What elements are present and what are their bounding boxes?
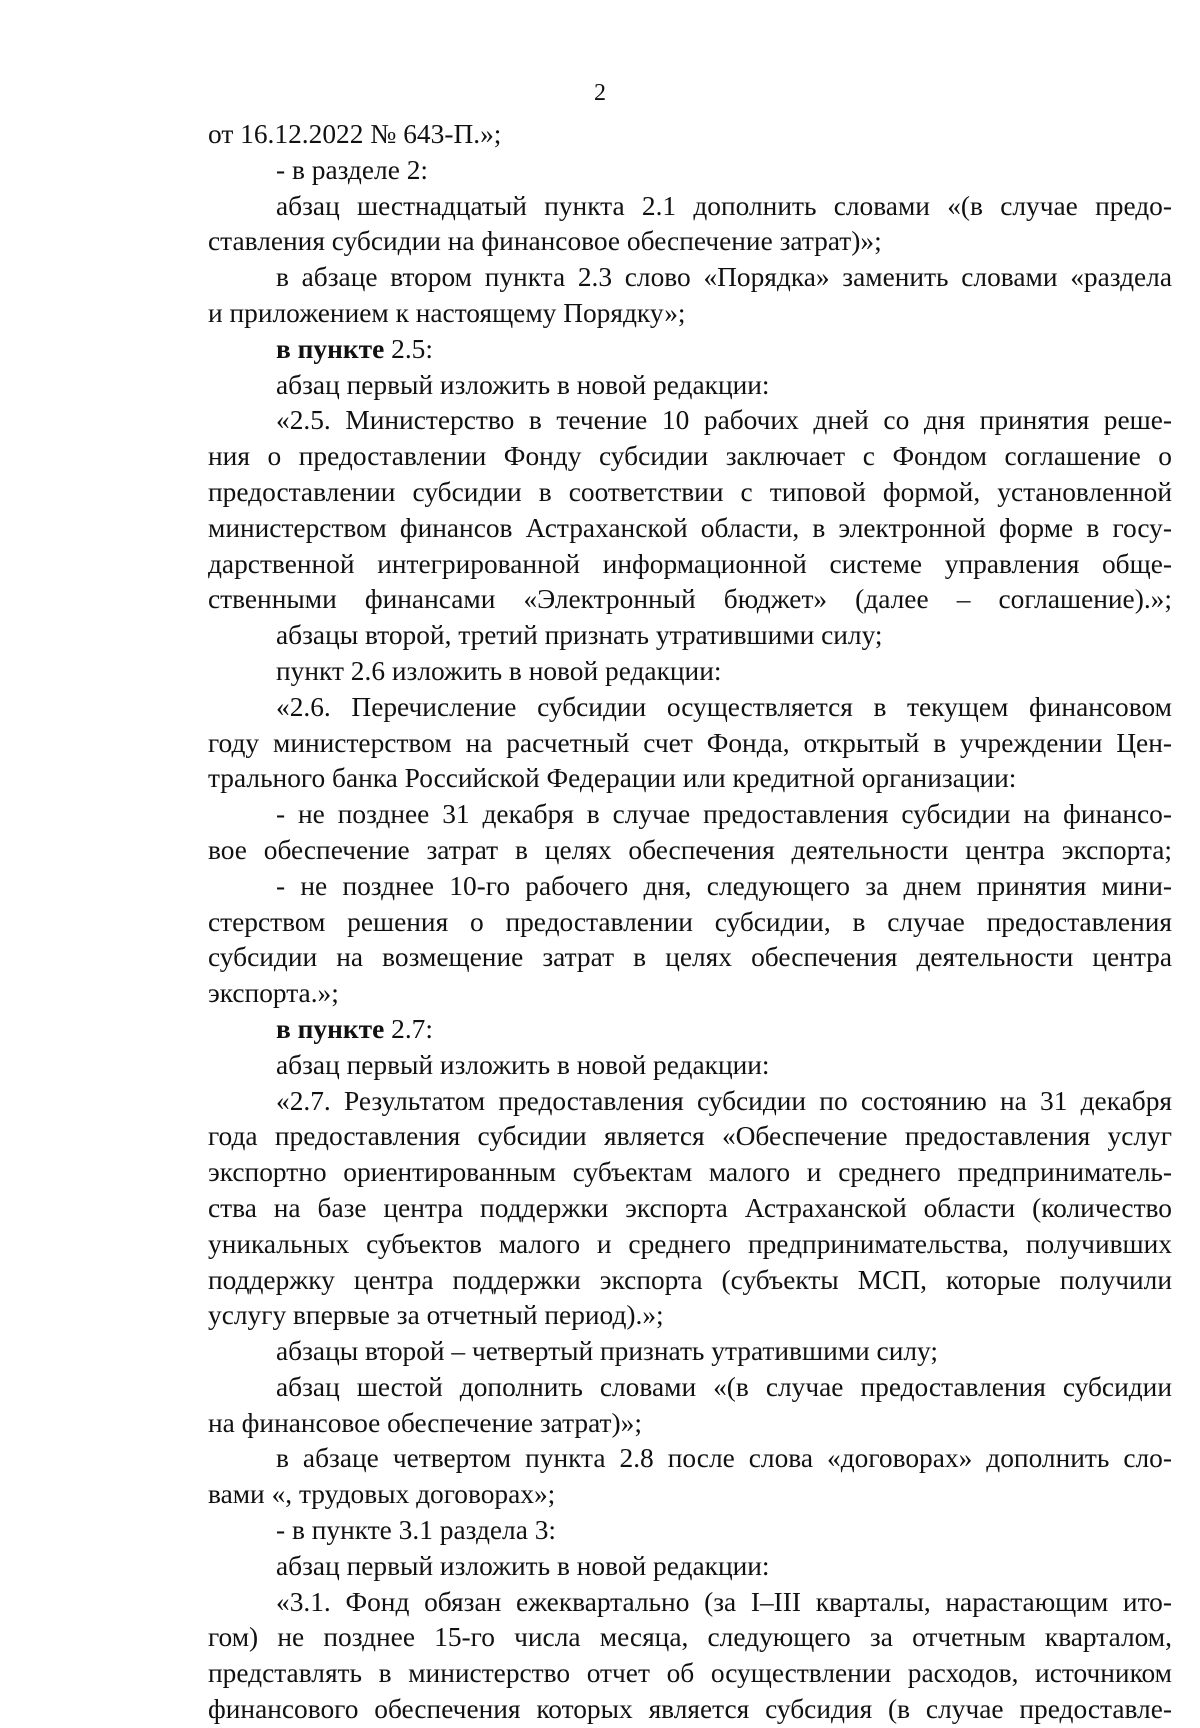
line-text: «2.6. Перечисление субсидии осуществляется в текущем финансовом — [276, 691, 1172, 722]
line-text: абзац шестой дополнить словами «(в случае предоставления субсидии — [276, 1371, 1172, 1402]
line-text: году министерством на расчетный счет Фонда, открытый в учреждении Цен- — [208, 727, 1172, 758]
text-line — [208, 1441, 1172, 1477]
line-text: абзацы второй – четвертый признать утратившими силу; — [276, 1336, 938, 1367]
text-line — [208, 1656, 1172, 1692]
text-line — [208, 1549, 1172, 1585]
text-line — [208, 296, 1172, 332]
line-text: экспортно ориентированным субъектам малого и среднего предприниматель- — [208, 1157, 1172, 1188]
text-line — [208, 511, 1172, 547]
text-line — [208, 797, 1172, 833]
line-text: министерством финансов Астраханской области, в электронной форме в госу- — [208, 512, 1172, 543]
text-line — [208, 1263, 1172, 1299]
line-text: предоставлении субсидии в соответствии с типовой формой, установленной — [208, 476, 1172, 507]
text-line — [208, 224, 1172, 260]
line-text: дарственной интегрированной информационной системе управления обще- — [208, 548, 1172, 579]
line-text: - не позднее 10-го рабочего дня, следующего за днем принятия мини- — [276, 870, 1172, 901]
text-line — [208, 547, 1172, 583]
text-line — [208, 1334, 1172, 1370]
text-line — [208, 1585, 1172, 1621]
line-text: абзац первый изложить в новой редакции: — [276, 1550, 770, 1581]
text-line — [208, 1227, 1172, 1263]
line-text: ственными финансами «Электронный бюджет» (далее – соглашение).»; — [208, 584, 1172, 615]
text-line — [208, 439, 1172, 475]
line-text: абзац шестнадцатый пункта 2.1 дополнить словами «(в случае предо- — [276, 190, 1172, 221]
text-line — [208, 940, 1172, 976]
page-number: 2 — [594, 80, 606, 106]
line-text: в абзаце четвертом пункта 2.8 после слова «договорах» дополнить сло- — [276, 1443, 1172, 1474]
line-text: «2.7. Результатом предоставления субсидии по состоянию на 31 декабря — [276, 1085, 1172, 1116]
line-text: абзацы второй, третий признать утратившими силу; — [276, 620, 883, 651]
text-line — [208, 368, 1172, 404]
line-text: гом) не позднее 15-го числа месяца, следующего за отчетным кварталом, — [208, 1622, 1172, 1653]
line-text: - не позднее 31 декабря в случае предоставления субсидии на финансо- — [276, 799, 1172, 830]
text-line — [208, 1370, 1172, 1406]
bold-prefix: в пункте — [276, 1013, 392, 1044]
line-text: «2.5. Министерство в течение 10 рабочих дней со дня принятия реше- — [276, 405, 1172, 436]
document-body — [208, 117, 1172, 1728]
line-text: ства на базе центра поддержки экспорта Астраханской области (количество — [208, 1192, 1172, 1223]
text-line — [208, 618, 1172, 654]
text-line — [208, 1012, 1172, 1048]
line-text: - в пункте 3.1 раздела 3: — [276, 1515, 557, 1546]
text-line — [208, 1513, 1172, 1549]
text-line — [208, 332, 1172, 368]
line-text: и приложением к настоящему Порядку»; — [208, 297, 686, 328]
line-text: на финансовое обеспечение затрат)»; — [208, 1407, 642, 1438]
text-line — [208, 1191, 1172, 1227]
line-text: стерством решения о предоставлении субсидии, в случае предоставления — [208, 906, 1172, 937]
line-text: года предоставления субсидии является «Обеспечение предоставления услуг — [208, 1121, 1172, 1152]
text-line — [208, 869, 1172, 905]
text-line — [208, 117, 1172, 153]
line-text: - в разделе 2: — [276, 154, 428, 185]
text-line — [208, 260, 1172, 296]
line-text: в абзаце втором пункта 2.3 слово «Порядка» заменить словами «раздела — [276, 262, 1172, 293]
text-line — [208, 153, 1172, 189]
line-text: 2.7: — [391, 1013, 433, 1044]
text-line — [208, 189, 1172, 225]
line-text: «3.1. Фонд обязан ежеквартально (за I–III кварталы, нарастающим ито- — [276, 1586, 1172, 1617]
text-line — [208, 1477, 1172, 1513]
text-line — [208, 654, 1172, 690]
text-line — [208, 1692, 1172, 1728]
text-line — [208, 690, 1172, 726]
text-line — [208, 1620, 1172, 1656]
line-text: финансового обеспечения которых является субсидия (в случае предоставле- — [208, 1694, 1172, 1725]
text-line — [208, 976, 1172, 1012]
text-line — [208, 833, 1172, 869]
text-line — [208, 761, 1172, 797]
text-line — [208, 1119, 1172, 1155]
line-text: экспорта.»; — [208, 978, 339, 1009]
line-text: трального банка Российской Федерации или кредитной организации: — [208, 763, 1017, 794]
text-line — [208, 1298, 1172, 1334]
line-text: представлять в министерство отчет об осуществлении расходов, источником — [208, 1658, 1172, 1689]
text-line — [208, 403, 1172, 439]
line-text: вое обеспечение затрат в целях обеспечения деятельности центра экспорта; — [208, 834, 1172, 865]
line-text: ния о предоставлении Фонду субсидии заключает с Фондом соглашение о — [208, 441, 1172, 472]
line-text: поддержку центра поддержки экспорта (субъекты МСП, которые получили — [208, 1264, 1172, 1295]
line-text: вами «, трудовых договорах»; — [208, 1479, 556, 1510]
line-text: ставления субсидии на финансовое обеспечение затрат)»; — [208, 226, 882, 257]
line-text: абзац первый изложить в новой редакции: — [276, 369, 770, 400]
line-text: от 16.12.2022 № 643-П.»; — [208, 119, 502, 149]
text-line — [208, 1048, 1172, 1084]
text-line — [208, 582, 1172, 618]
text-line — [208, 1406, 1172, 1442]
text-line — [208, 1084, 1172, 1120]
text-line — [208, 475, 1172, 511]
text-line — [208, 1155, 1172, 1191]
text-line — [208, 905, 1172, 941]
line-text: пункт 2.6 изложить в новой редакции: — [276, 655, 722, 686]
line-text: 2.5: — [391, 333, 433, 364]
line-text: услугу впервые за отчетный период).»; — [208, 1300, 664, 1331]
text-line — [208, 726, 1172, 762]
line-text: уникальных субъектов малого и среднего предпринимательства, получивших — [208, 1228, 1172, 1259]
line-text: субсидии на возмещение затрат в целях обеспечения деятельности центра — [208, 942, 1172, 973]
bold-prefix: в пункте — [276, 333, 392, 364]
line-text: абзац первый изложить в новой редакции: — [276, 1049, 770, 1080]
